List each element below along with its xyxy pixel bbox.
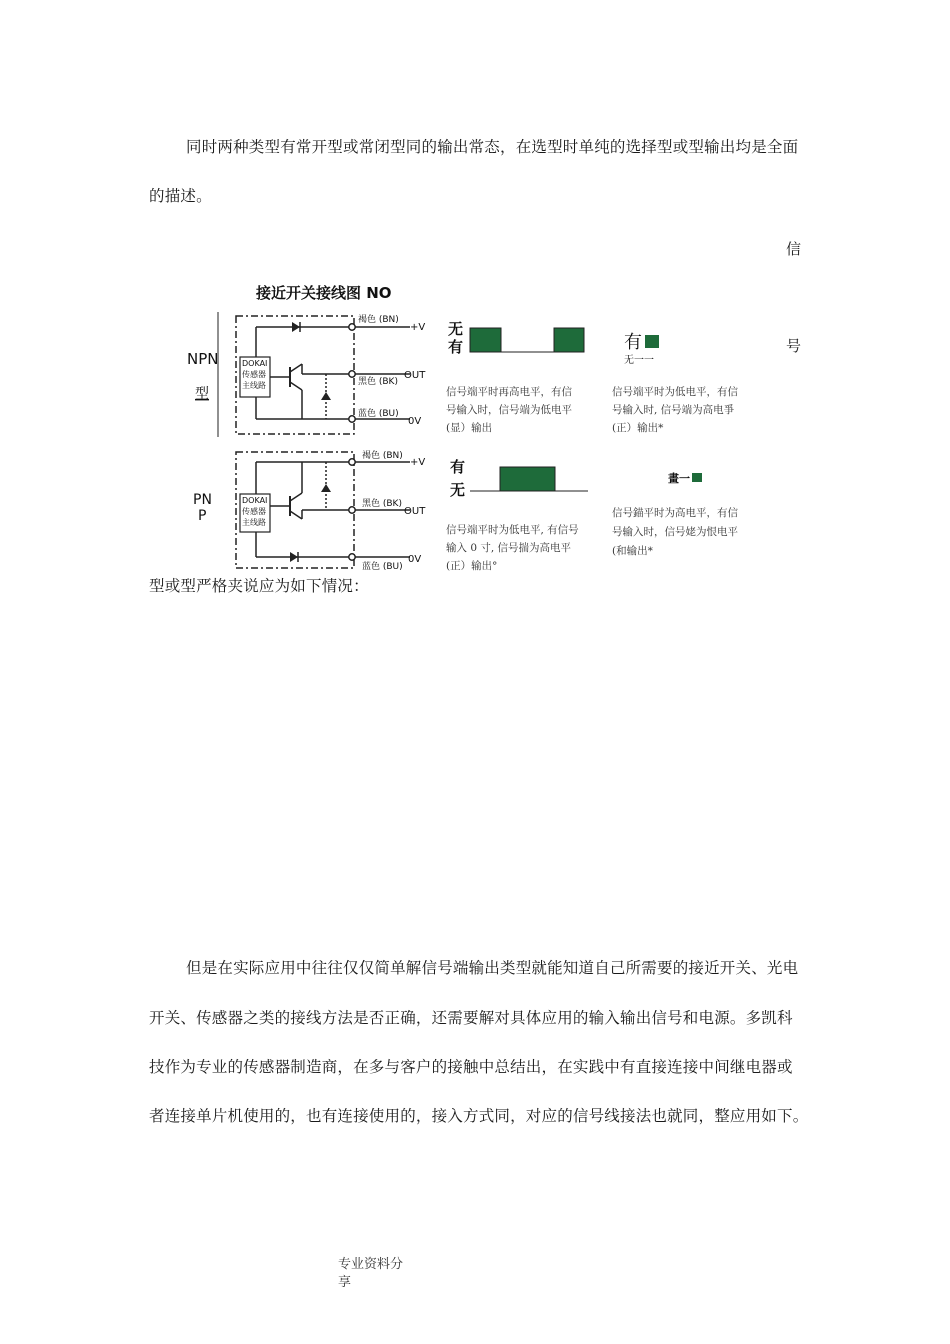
pnp-desc-line-3: (正）输出° <box>446 560 498 572</box>
npn-pin-out: OUT <box>404 370 426 381</box>
pnp-box-line-2: 传感器 <box>242 507 266 516</box>
npn-label-type: 型 <box>195 386 209 402</box>
pnp-pin-v: +V <box>410 457 426 468</box>
pnp-right-desc-line-3: (和输出* <box>612 545 653 557</box>
pnp-diode-icon <box>290 552 298 562</box>
pnp-desc-line-2: 输入 0 寸, 信号揣为高电平 <box>446 542 572 554</box>
npn-zener-icon <box>321 392 331 400</box>
footer-line-1: 专业资料分 <box>338 1257 404 1272</box>
pnp-wave-top: 有 <box>450 458 466 476</box>
npn-desc-line-3: (显）输出 <box>446 422 493 434</box>
npn-box-line-1: DOKAI <box>242 359 268 368</box>
npn-right-desc-line-3: (正）输出* <box>612 422 664 434</box>
wiring-diagram <box>178 282 778 572</box>
pnp-box-line-3: 主线路 <box>242 518 266 527</box>
npn-right-desc-line-2: 号输入时, 信号端为高电爭 <box>612 404 735 416</box>
npn-diode-icon <box>292 322 300 332</box>
paragraph-3-line-4: 者连接单片机使用的，也有连接使用的，接入方式同，对应的信号线接法也就同，整应用如下。 <box>149 1107 809 1125</box>
npn-right-bottom: 无一一 <box>624 355 654 366</box>
npn-wire-bk: 黑色 (BK) <box>358 377 398 387</box>
margin-char-2: 号 <box>786 337 802 355</box>
pnp-wave-bottom: 无 <box>450 481 466 499</box>
pnp-pin-out: OUT <box>404 506 426 517</box>
pnp-wire-bn: 褐色 (BN) <box>362 451 403 461</box>
pnp-right-marker <box>692 473 702 482</box>
pnp-box-line-1: DOKAI <box>242 496 268 505</box>
margin-char-1: 信 <box>786 240 802 258</box>
pnp-label: PN <box>193 492 212 508</box>
paragraph-1-line-1: 同时两种类型有常开型或常闭型同的输出常态，在选型时单纯的选择型或型输出均是全面 <box>186 138 799 156</box>
pnp-label-2: P <box>198 508 207 524</box>
npn-box-line-3: 主线路 <box>242 381 266 390</box>
npn-pin-v: +V <box>410 322 426 333</box>
npn-box-line-2: 传感器 <box>242 370 266 379</box>
paragraph-3-line-3: 技作为专业的传感器制造商，在多与客户的接触中总结出，在实践中有直接连接中间继电器或 <box>149 1058 793 1076</box>
npn-label: NPN <box>187 350 219 368</box>
footer-line-2: 享 <box>338 1275 352 1290</box>
pnp-zener-icon <box>321 484 331 492</box>
pnp-right-top: 畫一 <box>668 472 690 485</box>
figure-title: 接近开关接线图 NO <box>256 284 392 302</box>
paragraph-2-line-1: 型或型严格夹说应为如下情况： <box>149 577 369 595</box>
pnp-wire-bu: 蓝色 (BU) <box>362 562 403 572</box>
npn-right-desc-line-1: 信号端平时为低电平，有信 <box>612 386 738 398</box>
npn-wire-bu: 蓝色 (BU) <box>358 409 399 419</box>
npn-waveform <box>470 328 584 352</box>
paragraph-1-line-2: 的描述。 <box>149 187 212 205</box>
npn-wire-bn: 褐色 (BN) <box>358 315 399 325</box>
npn-right-marker <box>645 335 659 348</box>
npn-desc-line-2: 号输入时，信号端为低电平 <box>446 404 572 416</box>
pnp-pin-0v: 0V <box>408 554 422 565</box>
npn-right-top: 有 <box>624 332 642 353</box>
pnp-desc-line-1: 信号端平时为低电平, 有信号 <box>446 524 579 536</box>
npn-pin-0v: 0V <box>408 416 422 427</box>
wiring-figure <box>178 282 778 572</box>
paragraph-3-line-1: 但是在实际应用中往往仅仅简单解信号端输出类型就能知道自己所需要的接近开关、光电 <box>186 959 799 977</box>
pnp-waveform <box>470 467 588 491</box>
pnp-right-desc-line-2: 号输入时，信号姥为恨电平 <box>612 526 738 538</box>
npn-wave-bottom: 有 <box>448 338 464 356</box>
npn-desc-line-1: 信号端平时再高电平，有信 <box>446 386 572 398</box>
pnp-wire-bk: 黑色 (BK) <box>362 499 402 509</box>
paragraph-3-line-2: 开关、传感器之类的接线方法是否正确，还需要解对具体应用的输入输出信号和电源。多凯科 <box>149 1009 793 1027</box>
page-footer <box>338 1256 418 1292</box>
npn-wave-top: 无 <box>448 320 464 338</box>
pnp-right-desc-line-1: 信号錨平时为高电平，有信 <box>612 507 738 519</box>
